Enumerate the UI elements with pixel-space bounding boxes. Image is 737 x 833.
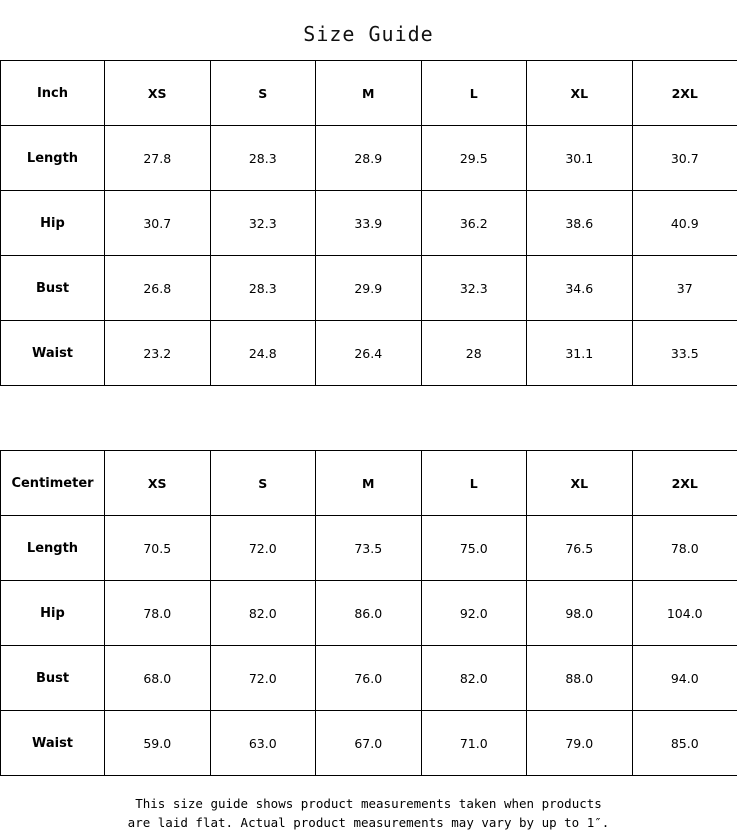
- table-header-row: [1, 61, 737, 126]
- cell-hip-m: 33.9: [316, 191, 422, 256]
- cell-bust-s: 28.3: [210, 256, 316, 321]
- page-title: Size Guide: [0, 0, 737, 60]
- cell-length-l: 75.0: [421, 516, 527, 581]
- cell-waist-l: 71.0: [421, 711, 527, 776]
- column-header-s: S: [210, 451, 316, 516]
- row-label-hip: Hip: [1, 191, 105, 256]
- row-label-length: Length: [1, 126, 105, 191]
- cell-bust-l: 32.3: [421, 256, 527, 321]
- cell-bust-m: 76.0: [316, 646, 422, 711]
- cell-hip-xl: 98.0: [527, 581, 633, 646]
- cell-waist-xs: 59.0: [105, 711, 211, 776]
- cell-bust-xs: 68.0: [105, 646, 211, 711]
- cell-hip-2xl: 40.9: [632, 191, 737, 256]
- cell-waist-s: 63.0: [210, 711, 316, 776]
- table-row: [1, 646, 737, 711]
- table-row: [1, 581, 737, 646]
- cell-length-s: 28.3: [210, 126, 316, 191]
- column-header-xl: XL: [527, 61, 633, 126]
- cell-length-s: 72.0: [210, 516, 316, 581]
- cell-waist-m: 26.4: [316, 321, 422, 386]
- cell-hip-s: 82.0: [210, 581, 316, 646]
- cell-length-xs: 27.8: [105, 126, 211, 191]
- cell-bust-l: 82.0: [421, 646, 527, 711]
- column-header-m: M: [316, 451, 422, 516]
- cell-length-2xl: 78.0: [632, 516, 737, 581]
- cell-waist-2xl: 33.5: [632, 321, 737, 386]
- table-row: [1, 711, 737, 776]
- unit-label: Inch: [1, 61, 105, 126]
- table-row: [1, 516, 737, 581]
- cell-waist-xs: 23.2: [105, 321, 211, 386]
- footnote: [0, 776, 737, 833]
- cell-hip-s: 32.3: [210, 191, 316, 256]
- cell-length-m: 73.5: [316, 516, 422, 581]
- cell-bust-xl: 88.0: [527, 646, 633, 711]
- cell-bust-xs: 26.8: [105, 256, 211, 321]
- row-label-waist: Waist: [1, 321, 105, 386]
- cell-bust-xl: 34.6: [527, 256, 633, 321]
- cell-bust-2xl: 94.0: [632, 646, 737, 711]
- cell-hip-l: 92.0: [421, 581, 527, 646]
- cell-bust-2xl: 37: [632, 256, 737, 321]
- cell-waist-xl: 31.1: [527, 321, 633, 386]
- cell-waist-s: 24.8: [210, 321, 316, 386]
- column-header-xl: XL: [527, 451, 633, 516]
- cell-waist-l: 28: [421, 321, 527, 386]
- column-header-l: L: [421, 451, 527, 516]
- cell-waist-xl: 79.0: [527, 711, 633, 776]
- column-header-2xl: 2XL: [632, 61, 737, 126]
- column-header-s: S: [210, 61, 316, 126]
- cell-length-2xl: 30.7: [632, 126, 737, 191]
- column-header-xs: XS: [105, 61, 211, 126]
- cell-length-m: 28.9: [316, 126, 422, 191]
- inch-size-table: [0, 60, 737, 386]
- cell-length-xl: 30.1: [527, 126, 633, 191]
- column-header-m: M: [316, 61, 422, 126]
- cell-bust-m: 29.9: [316, 256, 422, 321]
- cell-hip-m: 86.0: [316, 581, 422, 646]
- cell-waist-2xl: 85.0: [632, 711, 737, 776]
- cell-hip-l: 36.2: [421, 191, 527, 256]
- cell-hip-xs: 78.0: [105, 581, 211, 646]
- row-label-length: Length: [1, 516, 105, 581]
- cell-length-xl: 76.5: [527, 516, 633, 581]
- row-label-hip: Hip: [1, 581, 105, 646]
- table-header-row: [1, 451, 737, 516]
- column-header-l: L: [421, 61, 527, 126]
- cell-hip-xs: 30.7: [105, 191, 211, 256]
- table-row: [1, 191, 737, 256]
- cell-hip-xl: 38.6: [527, 191, 633, 256]
- cell-waist-m: 67.0: [316, 711, 422, 776]
- row-label-waist: Waist: [1, 711, 105, 776]
- cell-bust-s: 72.0: [210, 646, 316, 711]
- unit-label: Centimeter: [1, 451, 105, 516]
- row-label-bust: Bust: [1, 646, 105, 711]
- cell-length-l: 29.5: [421, 126, 527, 191]
- cell-hip-2xl: 104.0: [632, 581, 737, 646]
- column-header-2xl: 2XL: [632, 451, 737, 516]
- table-row: [1, 126, 737, 191]
- centimeter-size-table: [0, 450, 737, 776]
- table-row: [1, 321, 737, 386]
- footnote-line-2: are laid flat. Actual product measurements may vary by up to 1″.: [0, 813, 737, 832]
- row-label-bust: Bust: [1, 256, 105, 321]
- footnote-line-1: This size guide shows product measurements taken when products: [0, 794, 737, 813]
- table-row: [1, 256, 737, 321]
- column-header-xs: XS: [105, 451, 211, 516]
- table-separator: [0, 386, 737, 450]
- cell-length-xs: 70.5: [105, 516, 211, 581]
